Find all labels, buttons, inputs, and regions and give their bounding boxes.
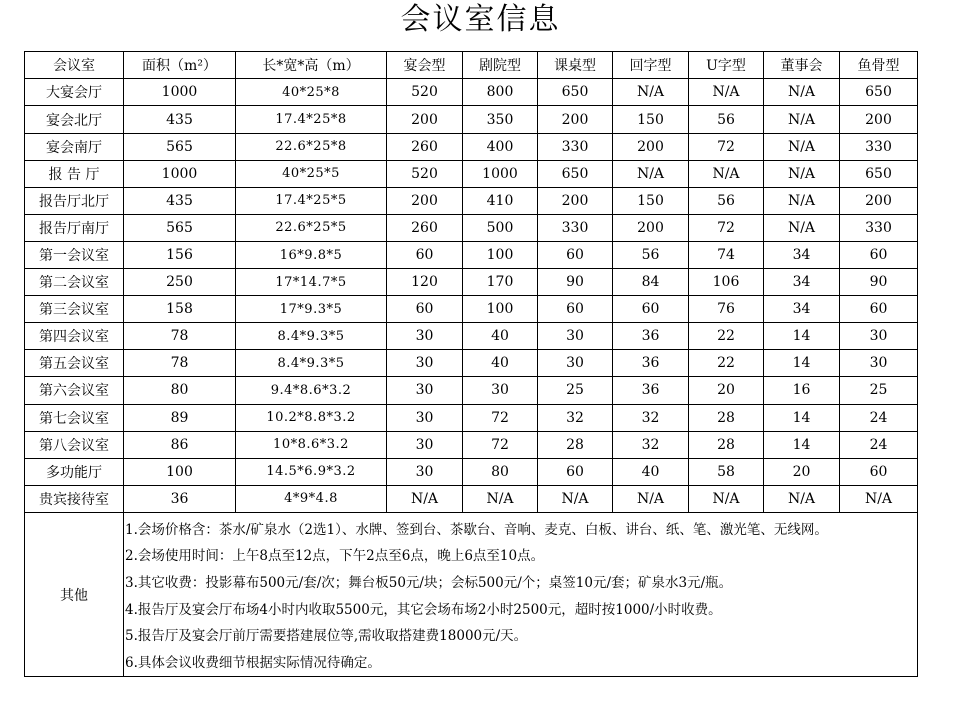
dimensions-cell: 17*9.3*5 [236, 296, 387, 323]
boardroom-cell: 34 [764, 269, 840, 296]
theater-cell: 1000 [463, 160, 538, 187]
herringbone-cell: 24 [840, 431, 918, 458]
hollow-square-cell: N/A [613, 79, 689, 106]
area-cell: 565 [124, 133, 236, 160]
theater-cell: 400 [463, 133, 538, 160]
herringbone-cell: N/A [840, 485, 918, 512]
area-cell: 158 [124, 296, 236, 323]
u-shape-cell: 56 [689, 106, 764, 133]
herringbone-cell: 200 [840, 187, 918, 214]
banquet-cell: 260 [387, 214, 463, 241]
dimensions-cell: 40*25*8 [236, 79, 387, 106]
theater-cell: 40 [463, 350, 538, 377]
room-name-cell: 宴会南厅 [25, 133, 124, 160]
herringbone-cell: 650 [840, 79, 918, 106]
boardroom-cell: N/A [764, 79, 840, 106]
table-row [25, 269, 918, 296]
table-row [25, 133, 918, 160]
classroom-cell: 60 [538, 296, 613, 323]
banquet-cell: 30 [387, 377, 463, 404]
theater-cell: 800 [463, 79, 538, 106]
classroom-cell: 200 [538, 187, 613, 214]
herringbone-cell: 24 [840, 404, 918, 431]
u-shape-cell: 56 [689, 187, 764, 214]
room-name-cell: 第六会议室 [25, 377, 124, 404]
classroom-cell: N/A [538, 485, 613, 512]
herringbone-cell: 30 [840, 323, 918, 350]
classroom-cell: 30 [538, 350, 613, 377]
theater-cell: 72 [463, 431, 538, 458]
table-row [25, 296, 918, 323]
room-name-cell: 报告厅南厅 [25, 214, 124, 241]
boardroom-cell: 14 [764, 350, 840, 377]
dimensions-cell: 8.4*9.3*5 [236, 350, 387, 377]
herringbone-cell: 60 [840, 458, 918, 485]
room-name-cell: 多功能厅 [25, 458, 124, 485]
hollow-square-cell: 36 [613, 377, 689, 404]
dimensions-cell: 17.4*25*8 [236, 106, 387, 133]
hollow-square-cell: 40 [613, 458, 689, 485]
u-shape-cell: 72 [689, 133, 764, 160]
note-item: 2.会场使用时间：上午8点至12点，下午2点至6点，晚上6点至10点。 [125, 548, 545, 565]
theater-cell: 500 [463, 214, 538, 241]
hollow-square-cell: 200 [613, 214, 689, 241]
classroom-cell: 32 [538, 404, 613, 431]
table-row [25, 187, 918, 214]
boardroom-cell: N/A [764, 187, 840, 214]
u-shape-cell: N/A [689, 160, 764, 187]
banquet-cell: 30 [387, 323, 463, 350]
boardroom-cell: 14 [764, 404, 840, 431]
hollow-square-cell: N/A [613, 485, 689, 512]
theater-cell: 72 [463, 404, 538, 431]
hollow-square-cell: 60 [613, 296, 689, 323]
u-shape-cell: 28 [689, 404, 764, 431]
dimensions-cell: 22.6*25*8 [236, 133, 387, 160]
classroom-cell: 60 [538, 241, 613, 268]
classroom-cell: 60 [538, 458, 613, 485]
area-cell: 1000 [124, 160, 236, 187]
boardroom-cell: 16 [764, 377, 840, 404]
banquet-cell: 260 [387, 133, 463, 160]
dimensions-cell: 17*14.7*5 [236, 269, 387, 296]
herringbone-cell: 330 [840, 214, 918, 241]
classroom-cell: 90 [538, 269, 613, 296]
dimensions-cell: 10.2*8.8*3.2 [236, 404, 387, 431]
herringbone-cell: 200 [840, 106, 918, 133]
theater-cell: 80 [463, 458, 538, 485]
classroom-cell: 28 [538, 431, 613, 458]
area-cell: 435 [124, 106, 236, 133]
area-cell: 89 [124, 404, 236, 431]
boardroom-cell: N/A [764, 214, 840, 241]
u-shape-cell: 74 [689, 241, 764, 268]
hollow-square-cell: 32 [613, 404, 689, 431]
banquet-cell: 520 [387, 160, 463, 187]
boardroom-cell: 20 [764, 458, 840, 485]
boardroom-cell: 14 [764, 431, 840, 458]
banquet-cell: 30 [387, 350, 463, 377]
classroom-cell: 330 [538, 214, 613, 241]
room-name-cell: 第五会议室 [25, 350, 124, 377]
area-cell: 565 [124, 214, 236, 241]
theater-cell: 410 [463, 187, 538, 214]
table-row [25, 214, 918, 241]
herringbone-cell: 650 [840, 160, 918, 187]
dimensions-cell: 9.4*8.6*3.2 [236, 377, 387, 404]
table-row [25, 79, 918, 106]
dimensions-cell: 17.4*25*5 [236, 187, 387, 214]
meeting-room-table [24, 51, 918, 677]
table-row [25, 431, 918, 458]
theater-cell: 100 [463, 296, 538, 323]
hollow-square-cell: 200 [613, 133, 689, 160]
header-area: 面积（m²） [124, 52, 236, 79]
table-row [25, 106, 918, 133]
table-row [25, 241, 918, 268]
banquet-cell: 200 [387, 106, 463, 133]
note-item: 5.报告厅及宴会厅前厅需要搭建展位等,需收取搭建费18000元/天。 [125, 628, 528, 645]
banquet-cell: 60 [387, 296, 463, 323]
header-banquet: 宴会型 [387, 52, 463, 79]
classroom-cell: 25 [538, 377, 613, 404]
banquet-cell: 200 [387, 187, 463, 214]
header-theater: 剧院型 [463, 52, 538, 79]
theater-cell: 170 [463, 269, 538, 296]
boardroom-cell: N/A [764, 485, 840, 512]
table-row [25, 458, 918, 485]
u-shape-cell: 72 [689, 214, 764, 241]
header-dimensions: 长*宽*高（m） [236, 52, 387, 79]
header-herringbone: 鱼骨型 [840, 52, 918, 79]
room-name-cell: 第七会议室 [25, 404, 124, 431]
area-cell: 100 [124, 458, 236, 485]
u-shape-cell: 22 [689, 350, 764, 377]
room-name-cell: 第三会议室 [25, 296, 124, 323]
boardroom-cell: 34 [764, 241, 840, 268]
theater-cell: 30 [463, 377, 538, 404]
header-hollow-square: 回字型 [613, 52, 689, 79]
header-classroom: 课桌型 [538, 52, 613, 79]
room-name-cell: 报告厅北厅 [25, 187, 124, 214]
theater-cell: 40 [463, 323, 538, 350]
u-shape-cell: N/A [689, 485, 764, 512]
area-cell: 78 [124, 350, 236, 377]
banquet-cell: N/A [387, 485, 463, 512]
banquet-cell: 30 [387, 458, 463, 485]
room-name-cell: 第八会议室 [25, 431, 124, 458]
area-cell: 435 [124, 187, 236, 214]
u-shape-cell: 28 [689, 431, 764, 458]
classroom-cell: 650 [538, 79, 613, 106]
classroom-cell: 200 [538, 106, 613, 133]
room-name-cell: 第二会议室 [25, 269, 124, 296]
u-shape-cell: N/A [689, 79, 764, 106]
room-name-cell: 贵宾接待室 [25, 485, 124, 512]
area-cell: 156 [124, 241, 236, 268]
note-item: 1.会场价格含：茶水/矿泉水（2选1）、水牌、签到台、茶歇台、音响、麦克、白板、讲台、纸、笔、激光笔、无线网。 [125, 521, 828, 538]
note-item: 3.其它收费：投影幕布500元/套/次；舞台板50元/块；会标500元/个；桌签10元/套；矿泉水3元/瓶。 [125, 575, 733, 592]
classroom-cell: 30 [538, 323, 613, 350]
room-name-cell: 宴会北厅 [25, 106, 124, 133]
dimensions-cell: 10*8.6*3.2 [236, 431, 387, 458]
header-boardroom: 董事会 [764, 52, 840, 79]
dimensions-cell: 14.5*6.9*3.2 [236, 458, 387, 485]
theater-cell: 350 [463, 106, 538, 133]
notes-cell [124, 512, 918, 677]
u-shape-cell: 22 [689, 323, 764, 350]
herringbone-cell: 30 [840, 350, 918, 377]
u-shape-cell: 58 [689, 458, 764, 485]
hollow-square-cell: 36 [613, 350, 689, 377]
room-name-cell: 报 告 厅 [25, 160, 124, 187]
boardroom-cell: 34 [764, 296, 840, 323]
banquet-cell: 120 [387, 269, 463, 296]
table-row [25, 485, 918, 512]
hollow-square-cell: 56 [613, 241, 689, 268]
banquet-cell: 30 [387, 404, 463, 431]
u-shape-cell: 106 [689, 269, 764, 296]
classroom-cell: 650 [538, 160, 613, 187]
herringbone-cell: 60 [840, 296, 918, 323]
area-cell: 86 [124, 431, 236, 458]
hollow-square-cell: 32 [613, 431, 689, 458]
area-cell: 250 [124, 269, 236, 296]
note-item: 6.具体会议收费细节根据实际情况待确定。 [125, 654, 381, 671]
u-shape-cell: 76 [689, 296, 764, 323]
header-u-shape: U字型 [689, 52, 764, 79]
dimensions-cell: 8.4*9.3*5 [236, 323, 387, 350]
boardroom-cell: N/A [764, 160, 840, 187]
hollow-square-cell: 84 [613, 269, 689, 296]
area-cell: 80 [124, 377, 236, 404]
area-cell: 36 [124, 485, 236, 512]
hollow-square-cell: 150 [613, 187, 689, 214]
theater-cell: N/A [463, 485, 538, 512]
table-header-row [25, 52, 918, 79]
herringbone-cell: 60 [840, 241, 918, 268]
banquet-cell: 30 [387, 431, 463, 458]
table-row [25, 404, 918, 431]
area-cell: 1000 [124, 79, 236, 106]
page-title: 会议室信息 [400, 2, 561, 37]
table-row [25, 160, 918, 187]
table-row [25, 323, 918, 350]
banquet-cell: 520 [387, 79, 463, 106]
dimensions-cell: 4*9*4.8 [236, 485, 387, 512]
boardroom-cell: N/A [764, 106, 840, 133]
table-row [25, 350, 918, 377]
classroom-cell: 330 [538, 133, 613, 160]
dimensions-cell: 16*9.8*5 [236, 241, 387, 268]
notes-label: 其他 [25, 512, 124, 677]
dimensions-cell: 40*25*5 [236, 160, 387, 187]
table-row [25, 377, 918, 404]
notes-row [25, 512, 918, 677]
herringbone-cell: 90 [840, 269, 918, 296]
u-shape-cell: 20 [689, 377, 764, 404]
boardroom-cell: 14 [764, 323, 840, 350]
banquet-cell: 60 [387, 241, 463, 268]
theater-cell: 100 [463, 241, 538, 268]
area-cell: 78 [124, 323, 236, 350]
hollow-square-cell: 36 [613, 323, 689, 350]
dimensions-cell: 22.6*25*5 [236, 214, 387, 241]
room-name-cell: 第一会议室 [25, 241, 124, 268]
note-item: 4.报告厅及宴会厅布场4小时内收取5500元，其它会场布场2小时2500元，超时按1000/小时收费。 [125, 601, 722, 618]
hollow-square-cell: 150 [613, 106, 689, 133]
header-room: 会议室 [25, 52, 124, 79]
boardroom-cell: N/A [764, 133, 840, 160]
room-name-cell: 大宴会厅 [25, 79, 124, 106]
herringbone-cell: 25 [840, 377, 918, 404]
hollow-square-cell: N/A [613, 160, 689, 187]
room-name-cell: 第四会议室 [25, 323, 124, 350]
herringbone-cell: 330 [840, 133, 918, 160]
